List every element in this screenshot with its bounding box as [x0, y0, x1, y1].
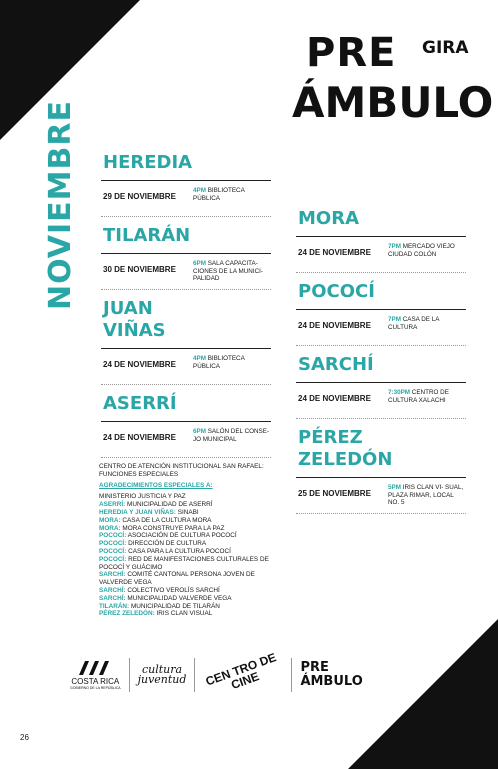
event-venue-text: IRIS CLAN VI- SUAL, PLAZA RIMAR, LOCAL NO. 5: [388, 484, 464, 506]
logo-divider: [291, 658, 292, 692]
event-date: 24 DE NOVIEMBRE: [298, 248, 371, 257]
event-row: [101, 253, 271, 290]
credit-location: POCOCÍ:: [99, 540, 127, 548]
event-venue: [193, 258, 271, 283]
logo-ambulo: ÁMBULO: [292, 78, 494, 127]
event-time: 5PM: [388, 484, 401, 491]
event-venue: [388, 241, 466, 258]
credits-intro: CENTRO DE ATENCIÓN INSTITUCIONAL SAN RAFAEL: FUNCIONES ESPECIALES: [99, 463, 264, 478]
event-date: 24 DE NOVIEMBRE: [298, 321, 371, 330]
city-name-line: TILARÁN: [103, 225, 191, 246]
credit-location: ASERRÍ:: [99, 501, 126, 509]
event-venue: [388, 314, 466, 331]
credit-location: POCOCÍ:: [99, 547, 127, 555]
preambulo-logo: [292, 30, 494, 130]
city-name-line: POCOCÍ: [298, 281, 375, 302]
city-name-line: ASERRÍ: [103, 393, 177, 414]
costa-rica-text: COSTA RICA: [71, 676, 120, 686]
event-venue: [193, 185, 271, 202]
page-number: 26: [20, 733, 29, 742]
city-name: [298, 208, 466, 230]
event-venue-text: BIBLIOTECA PÚBLICA: [193, 355, 245, 370]
event-row: [296, 382, 466, 419]
event-row: [101, 348, 271, 385]
credit-location: POCOCÍ:: [99, 532, 127, 540]
city-name: [103, 393, 271, 415]
event-date: 25 DE NOVIEMBRE: [298, 489, 371, 498]
cultura-text: cultura: [141, 663, 183, 676]
costa-rica-subtext: GOBIERNO DE LA REPÚBLICA: [70, 685, 121, 690]
city-name: [298, 281, 466, 303]
event-row: [101, 180, 271, 217]
city-name: [298, 354, 466, 376]
credit-item: [99, 595, 289, 603]
schedule-right-column: [296, 208, 466, 522]
credit-text: SINABI: [175, 508, 199, 516]
logo-divider: [194, 658, 195, 692]
credit-text: IRIS CLAN VISUAL: [154, 610, 213, 618]
event-time: 7PM: [388, 316, 401, 323]
city-name-line: VIÑAS: [103, 320, 166, 341]
credit-item: [99, 610, 289, 618]
event-row: [101, 421, 271, 458]
credits-heading: AGRADECIMIENTOS ESPECIALES A:: [99, 481, 213, 489]
credit-location: SARCHÍ:: [99, 586, 126, 594]
sponsor-logos: [70, 650, 380, 695]
costa-rica-logo: [70, 661, 121, 690]
credit-location: SARCHÍ:: [99, 571, 126, 579]
event-time: 4PM: [193, 187, 206, 194]
event-venue-text: SALÓN DEL CONSE- JO MUNICIPAL: [193, 428, 270, 443]
event-venue-text: BIBLIOTECA PÚBLICA: [193, 187, 245, 202]
event-row: [296, 236, 466, 273]
event-time: 7:30PM: [388, 389, 411, 396]
city-name: [103, 225, 271, 247]
event-date: 30 DE NOVIEMBRE: [103, 265, 176, 274]
event-venue-text: CASA DE LA CULTURA: [388, 316, 440, 331]
credit-location: MORA:: [99, 524, 121, 532]
event-venue: [388, 387, 466, 404]
credit-item: [99, 532, 289, 540]
credit-text: MUNICIPALIDAD DE ASERRÍ: [125, 501, 213, 509]
credit-text: DIRECCIÓN DE CULTURA: [126, 540, 207, 548]
centro-de-cine-logo: [202, 650, 285, 700]
event-row: [296, 477, 466, 514]
city-name-line: MORA: [298, 208, 360, 229]
credit-location: POCOCÍ:: [99, 555, 127, 563]
credit-text: MORA CONSTRUYE PARA LA PAZ: [120, 524, 225, 532]
cultura-juventud-logo: [138, 665, 187, 685]
credit-location: PÉREZ ZELEDÓN:: [99, 610, 155, 618]
month-label: NOVIEMBRE: [43, 100, 78, 310]
credit-item: [99, 587, 289, 595]
event-venue-text: SALA CAPACITA- CIONES DE LA MUNICI- PALIDAD: [193, 260, 263, 282]
logo-pre: PRE: [306, 30, 397, 76]
credit-item: [99, 556, 289, 572]
event-time: 4PM: [193, 355, 206, 362]
costa-rica-mark-icon: [75, 661, 115, 675]
credit-location: MORA:: [99, 516, 121, 524]
preambulo-small-text: PRE ÁMBULO: [300, 660, 363, 689]
credit-text: RED DE MANIFESTACIONES CULTURALES DE POCOCÍ Y GUÁCIMO: [99, 555, 269, 571]
centro-de-cine-text: CEN TRO DE CINE: [204, 650, 279, 693]
event-venue: [388, 482, 466, 507]
city-name-line: HEREDIA: [103, 152, 193, 173]
event-row: [296, 309, 466, 346]
credit-text: COMITÉ CANTONAL PERSONA JOVEN DE VALVERDE VEGA: [99, 571, 255, 587]
preambulo-small-logo: [300, 661, 370, 689]
city-name: [103, 298, 271, 342]
credit-location: HEREDIA Y JUAN VIÑAS:: [99, 508, 176, 516]
credit-text: MUNICIPALIDAD DE TILARÁN: [129, 602, 220, 610]
event-date: 29 DE NOVIEMBRE: [103, 192, 176, 201]
credit-item: [99, 509, 289, 517]
city-name: [298, 427, 466, 471]
event-venue: [193, 353, 271, 370]
credit-item: [99, 501, 289, 509]
event-venue-text: CENTRO DE CULTURA XALACHI: [388, 389, 449, 404]
event-venue-text: MERCADO VIEJO CIUDAD COLÓN: [388, 243, 455, 258]
event-venue: [193, 426, 271, 443]
credit-text: ASOCIACIÓN DE CULTURA POCOCÍ: [126, 532, 237, 540]
credit-location: SARCHÍ:: [99, 594, 126, 602]
logo-divider: [129, 658, 130, 692]
event-time: 6PM: [193, 428, 206, 435]
event-time: 6PM: [193, 260, 206, 267]
credit-location: TILARÁN:: [99, 602, 130, 610]
schedule-left-column: [101, 152, 271, 466]
credit-text: MUNICIPALIDAD VALVERDE VEGA: [125, 594, 232, 602]
credit-text: CASA DE LA CULTURA MORA: [120, 516, 212, 524]
credit-item: [99, 517, 289, 525]
city-name-line: SARCHÍ: [298, 354, 374, 375]
juventud-text: juventud: [137, 673, 187, 686]
credit-text: COLECTIVO VEROLÍS SARCHÍ: [125, 586, 220, 594]
credit-item: [99, 571, 289, 587]
event-date: 24 DE NOVIEMBRE: [103, 360, 176, 369]
credits: [99, 463, 289, 618]
credit-item: [99, 548, 289, 556]
city-name-line: PÉREZ: [298, 427, 363, 448]
credits-first: MINISTERIO JUSTICIA Y PAZ: [99, 493, 186, 501]
credits-list: [99, 501, 289, 618]
event-date: 24 DE NOVIEMBRE: [298, 394, 371, 403]
credit-text: CASA PARA LA CULTURA POCOCÍ: [126, 547, 231, 555]
city-name-line: ZELEDÓN: [298, 449, 393, 470]
event-date: 24 DE NOVIEMBRE: [103, 433, 176, 442]
city-name: [103, 152, 271, 174]
city-name-line: JUAN: [103, 298, 153, 319]
credit-item: [99, 540, 289, 548]
event-time: 7PM: [388, 243, 401, 250]
logo-gira: GIRA: [422, 38, 469, 58]
